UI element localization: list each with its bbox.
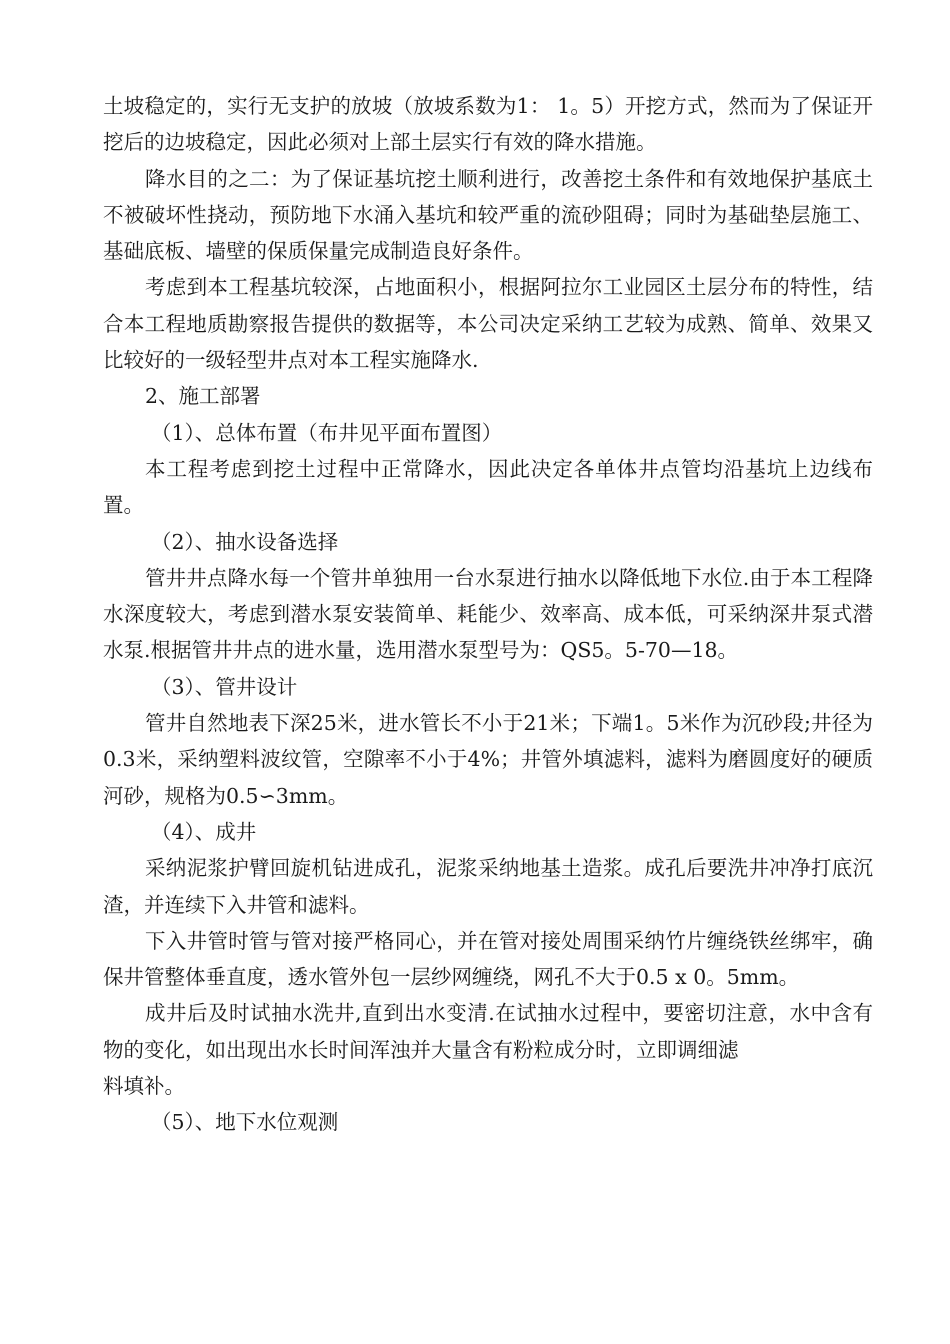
paragraph-method-selection: 考虑到本工程基坑较深，占地面积小，根据阿拉尔工业园区土层分布的特性，结合本工程地质勘察报告提供的数据等，本公司决定采纳工艺较为成熟、简单、效果又比较好的一级轻型井点对本工程实施降水. (103, 275, 873, 373)
paragraph-dewatering-purpose-two: 降水目的之二：为了保证基坑挖土顺利进行，改善挖土条件和有效地保护基底土不被破坏性挠动，预防地下水涌入基坑和较严重的流砂阻碍；同时为基础垫层施工、基础底板、墙壁的保质保量完成制造良好条件。 (103, 166, 873, 264)
paragraph-overall-layout: 本工程考虑到挖土过程中正常降水，因此决定各单体井点管均沿基坑上边线布置。 (103, 456, 873, 518)
paragraph-pipe-installation: 下入井管时管与管对接严格同心，并在管对接处周围采纳竹片缠绕铁丝绑牢，确保井管整体垂直度，透水管外包一层纱网缠绕，网孔不大于0.5 x 0。5mm。 (103, 928, 873, 990)
paragraph-drilling: 采纳泥浆护臂回旋机钻进成孔，泥浆采纳地基土造浆。成孔后要洗井冲净打底沉渣，并连续下入井管和滤料。 (103, 856, 873, 917)
paragraph-well-design: 管井自然地表下深25米，进水管长不小于21米；下端1。5米作为沉砂段;井径为0.3米，采纳塑料波纹管，空隙率不小于4%；井管外填滤料，滤料为磨圆度好的硬质河砂，规格为0.5∽3mm。 (103, 711, 873, 808)
document-body (103, 88, 873, 1141)
section-heading-construction-deployment: 2、施工部署 (145, 384, 261, 409)
paragraph-pump-selection: 管井井点降水每一个管井单独用一台水泵进行抽水以降低地下水位.由于本工程降水深度较大，考虑到潜水泵安装简单、耗能少、效率高、成本低，可采纳深井泵式潜水泵.根据管井井点的进水量，选用潜水泵型号为：QS5。5-70—18。 (103, 565, 873, 663)
subheading-groundwater-observation: （5）、地下水位观测 (151, 1110, 339, 1135)
paragraph-slope-stability: 土坡稳定的，实行无支护的放坡（放坡系数为1： 1。5）开挖方式，然而为了保证开挖后的边坡稳定，因此必须对上部土层实行有效的降水措施。 (103, 94, 873, 155)
subheading-well-design: （3）、管井设计 (151, 674, 298, 699)
subheading-pump-selection: （2）、抽水设备选择 (151, 529, 339, 554)
paragraph-test-pumping: 成井后及时试抽水洗井,直到出水变清.在试抽水过程中，要密切注意，水中含有物的变化，如出现出水长时间浑浊并大量含有粉粒成分时，立即调细滤 (103, 1001, 873, 1062)
subheading-well-completion: （4）、成井 (151, 819, 257, 844)
subheading-overall-layout: （1）、总体布置（布井见平面布置图） (151, 420, 503, 445)
paragraph-test-pumping-continued: 料填补。 (103, 1074, 185, 1099)
